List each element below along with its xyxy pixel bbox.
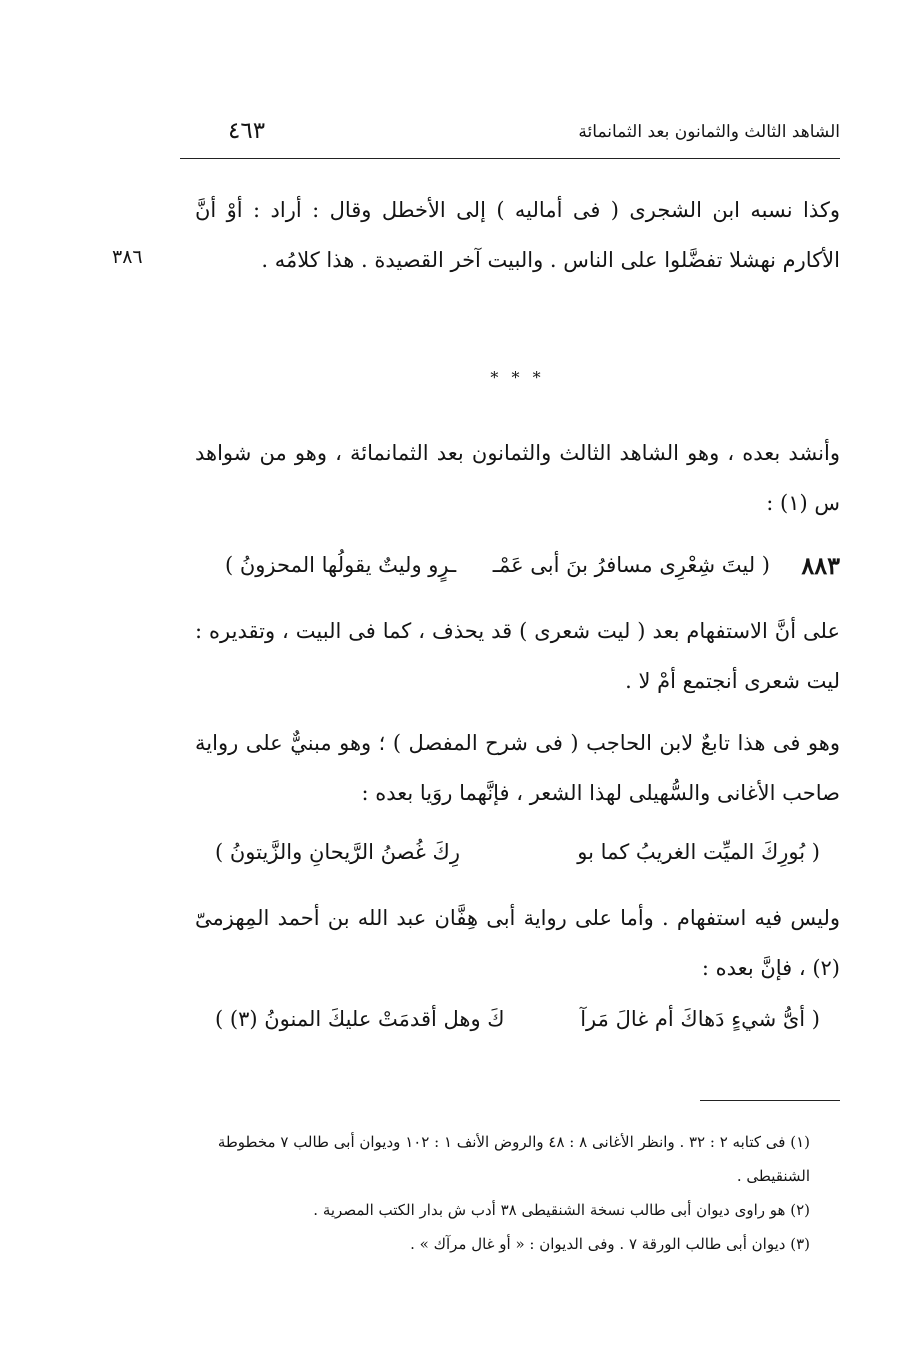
- header-rule: [180, 158, 840, 159]
- verse-second-hemistich: كَ وهل أقدمَتْ عليكَ المنونُ (٣) ): [215, 1007, 505, 1031]
- footnote-1: (١) فى كتابه ٢ : ٣٢ . وانظر الأغانى ٨ : ٤٨ والروض الأنف ١ : ١٠٢ وديوان أبى طالب ٧ مخطوطة الشنقيطى .: [217, 1133, 810, 1185]
- verse-first-hemistich: ( أىُّ شيءٍ دَهاكَ أم غالَ مَرآ: [580, 1007, 820, 1031]
- margin-note: ٣٨٦: [112, 246, 143, 268]
- verse-first-hemistich: ( ليتَ شِعْرِى مسافرُ بنَ أبى عَمْـ: [492, 553, 770, 577]
- footnote-2: (٢) هو راوى ديوان أبى طالب نسخة الشنقيطى ٣٨ أدب ش بدار الكتب المصرية .: [313, 1201, 810, 1219]
- verse-second-hemistich: ـرٍو وليتٌ يقولُها المحزونُ ): [225, 553, 457, 577]
- verse-number: ٨٨٣: [801, 551, 840, 580]
- page-header: [180, 118, 840, 152]
- verse-3: [195, 1007, 840, 1047]
- paragraph-5: وليس فيه استفهام . وأما على رواية أبى هِفَّان عبد الله بن أحمد المِهزمىّ (٢) ، فإنَّ بعده :: [195, 906, 840, 980]
- verse-2: [195, 840, 840, 880]
- verse-second-hemistich: رِكَ غُصنُ الرَّيحانِ والزَّيتونُ ): [215, 840, 460, 864]
- page-number: ٤٦٣: [228, 118, 266, 144]
- running-title: الشاهد الثالث والثمانون بعد الثمانمائة: [578, 122, 840, 142]
- paragraph-4: وهو فى هذا تابعٌ لابن الحاجب ( فى شرح المفصل ) ؛ وهو مبنيٌّ على رواية صاحب الأغانى والسُّهيلى لهذا الشعر ، فإنَّهما روَيا بعده :: [195, 731, 840, 805]
- verse-first-hemistich: ( بُورِكَ الميِّت الغريبُ كما بو: [577, 840, 820, 864]
- paragraph-2: وأنشد بعده ، وهو الشاهد الثالث والثمانون بعد الثمانمائة ، وهو من شواهد س (١) :: [195, 441, 840, 515]
- footnote-3: (٣) ديوان أبى طالب الورقة ٧ . وفى الديوان : « أو غال مرآك » .: [410, 1235, 810, 1253]
- footnotes: [195, 1125, 840, 1261]
- section-separator: * * *: [490, 368, 545, 387]
- paragraph-3: على أنَّ الاستفهام بعد ( ليت شعرى ) قد يحذف ، كما فى البيت ، وتقديره : ليت شعرى أنجتمع أمْ لا .: [195, 619, 840, 693]
- paragraph-1: وكذا نسبه ابن الشجرى ( فى أماليه ) إلى الأخطل وقال : أراد : أوْ أنَّ الأكارم نهشلا تفضَّلوا على الناس . والبيت آخر القصيدة . هذا كلامُه .: [195, 198, 840, 272]
- verse-883: [195, 553, 840, 593]
- footnote-rule: [700, 1100, 840, 1101]
